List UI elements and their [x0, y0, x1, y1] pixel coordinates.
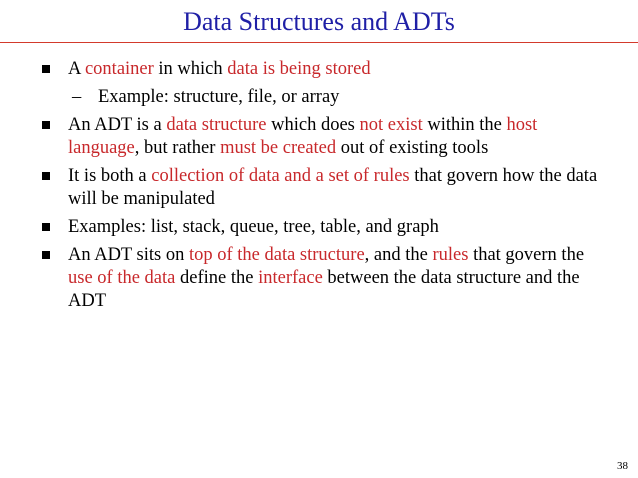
- highlighted-text: must be created: [220, 138, 337, 158]
- bullet-text: , and the: [364, 245, 433, 265]
- bullet-item: [36, 58, 606, 81]
- sub-bullet-text: Example: structure, file, or array: [98, 87, 340, 107]
- square-bullet-icon: [42, 172, 50, 180]
- bullet-text: Examples: list, stack, queue, tree, table, and graph: [68, 217, 439, 237]
- bullet-text: within the: [422, 115, 507, 135]
- highlighted-text: data is being stored: [227, 59, 371, 79]
- bullet-text: which does: [266, 115, 360, 135]
- highlighted-text: data structure: [166, 115, 267, 135]
- bullet-item: [36, 216, 606, 239]
- bullet-item: [36, 244, 606, 313]
- bullet-list: [36, 58, 606, 318]
- highlighted-text: host language: [68, 115, 538, 158]
- bullet-text: define the: [175, 268, 259, 288]
- sub-bullet-item: [36, 86, 606, 109]
- dash-bullet: –: [72, 87, 82, 107]
- slide-title: Data Structures and ADTs: [183, 7, 455, 36]
- bullet-text: A: [68, 59, 85, 79]
- square-bullet-icon: [42, 251, 50, 259]
- bullet-text: It is both a: [68, 166, 152, 186]
- highlighted-text: interface: [258, 268, 323, 288]
- square-bullet-icon: [42, 223, 50, 231]
- page-number: 38: [617, 460, 628, 472]
- highlighted-text: collection of data and a set of rules: [151, 166, 410, 186]
- highlighted-text: top of the data structure: [188, 245, 365, 265]
- bullet-text: between the data structure and the ADT: [68, 268, 580, 311]
- highlighted-text: not exist: [359, 115, 423, 135]
- bullet-text: , but rather: [134, 138, 221, 158]
- bullet-item: [36, 165, 606, 211]
- bullet-item: [36, 114, 606, 160]
- bullet-text: that govern how the data will be manipulated: [68, 166, 598, 209]
- bullet-text: in which: [153, 59, 228, 79]
- bullet-text: out of existing tools: [336, 138, 489, 158]
- square-bullet-icon: [42, 65, 50, 73]
- bullet-text: An ADT is a: [68, 115, 167, 135]
- highlighted-text: rules: [432, 245, 469, 265]
- square-bullet-icon: [42, 121, 50, 129]
- highlighted-text: use of the data: [68, 268, 176, 288]
- bullet-text: An ADT sits on: [68, 245, 189, 265]
- title-divider: [0, 42, 638, 43]
- bullet-text: that govern the: [468, 245, 585, 265]
- highlighted-text: container: [84, 59, 154, 79]
